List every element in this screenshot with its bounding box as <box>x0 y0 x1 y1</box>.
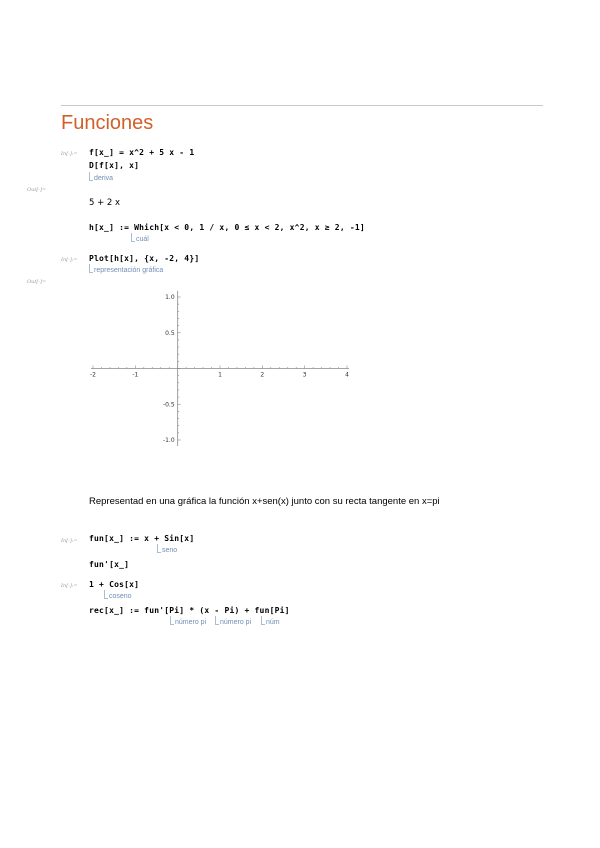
x-tick-label: 4 <box>345 371 349 379</box>
text-cell: Representad en una gráfica la función x+sen(x) junto con su recta tangente en x=pi <box>89 496 440 507</box>
out-label: Out[-]= <box>27 279 47 285</box>
x-tick-label: 2 <box>260 371 265 379</box>
function-hint: núm <box>261 616 280 626</box>
output-value: 5 + 2 x <box>89 198 121 208</box>
y-tick-label: 1.0 <box>165 294 175 301</box>
input-line[interactable]: h[x_] := Which[x < 0, 1 / x, 0 ≤ x < 2, x^2, x ≥ 2, -1] <box>89 223 365 232</box>
y-tick-label: -1.0 <box>162 437 175 444</box>
function-hint: número pi <box>170 616 206 626</box>
in-label: In[-]:= <box>61 151 78 157</box>
y-tick-label: -0.5 <box>162 401 175 409</box>
in-label: In[-]:= <box>61 583 78 589</box>
x-tick-label: -2 <box>90 371 96 379</box>
input-line[interactable]: D[f[x], x] <box>89 161 140 170</box>
input-line[interactable]: fun[x_] := x + Sin[x] <box>89 534 195 543</box>
function-hint: seno <box>157 544 177 554</box>
x-tick-label: 1 <box>218 371 222 379</box>
x-tick-label: 3 <box>302 371 307 379</box>
y-tick-label: 0.5 <box>165 329 175 337</box>
function-hint: representación gráfica <box>89 264 163 274</box>
out-label: Out[-]= <box>27 187 47 193</box>
input-line[interactable]: fun'[x_] <box>89 560 130 569</box>
section-title: Funciones <box>61 112 154 134</box>
function-hint: cuál <box>131 233 149 243</box>
input-line[interactable]: f[x_] = x^2 + 5 x - 1 <box>89 148 195 157</box>
plot <box>85 285 360 453</box>
function-hint: deriva <box>89 172 113 182</box>
in-label: In[-]:= <box>61 538 78 544</box>
function-hint: coseno <box>104 590 132 600</box>
in-label: In[-]:= <box>61 257 78 263</box>
section-divider <box>61 105 543 106</box>
function-hint: número pi <box>215 616 251 626</box>
input-line[interactable]: Plot[h[x], {x, -2, 4}] <box>89 254 200 263</box>
input-line[interactable]: 1 + Cos[x] <box>89 580 140 589</box>
x-tick-label: -1 <box>132 371 139 379</box>
input-line[interactable]: rec[x_] := fun'[Pi] * (x - Pi) + fun[Pi] <box>89 606 290 615</box>
